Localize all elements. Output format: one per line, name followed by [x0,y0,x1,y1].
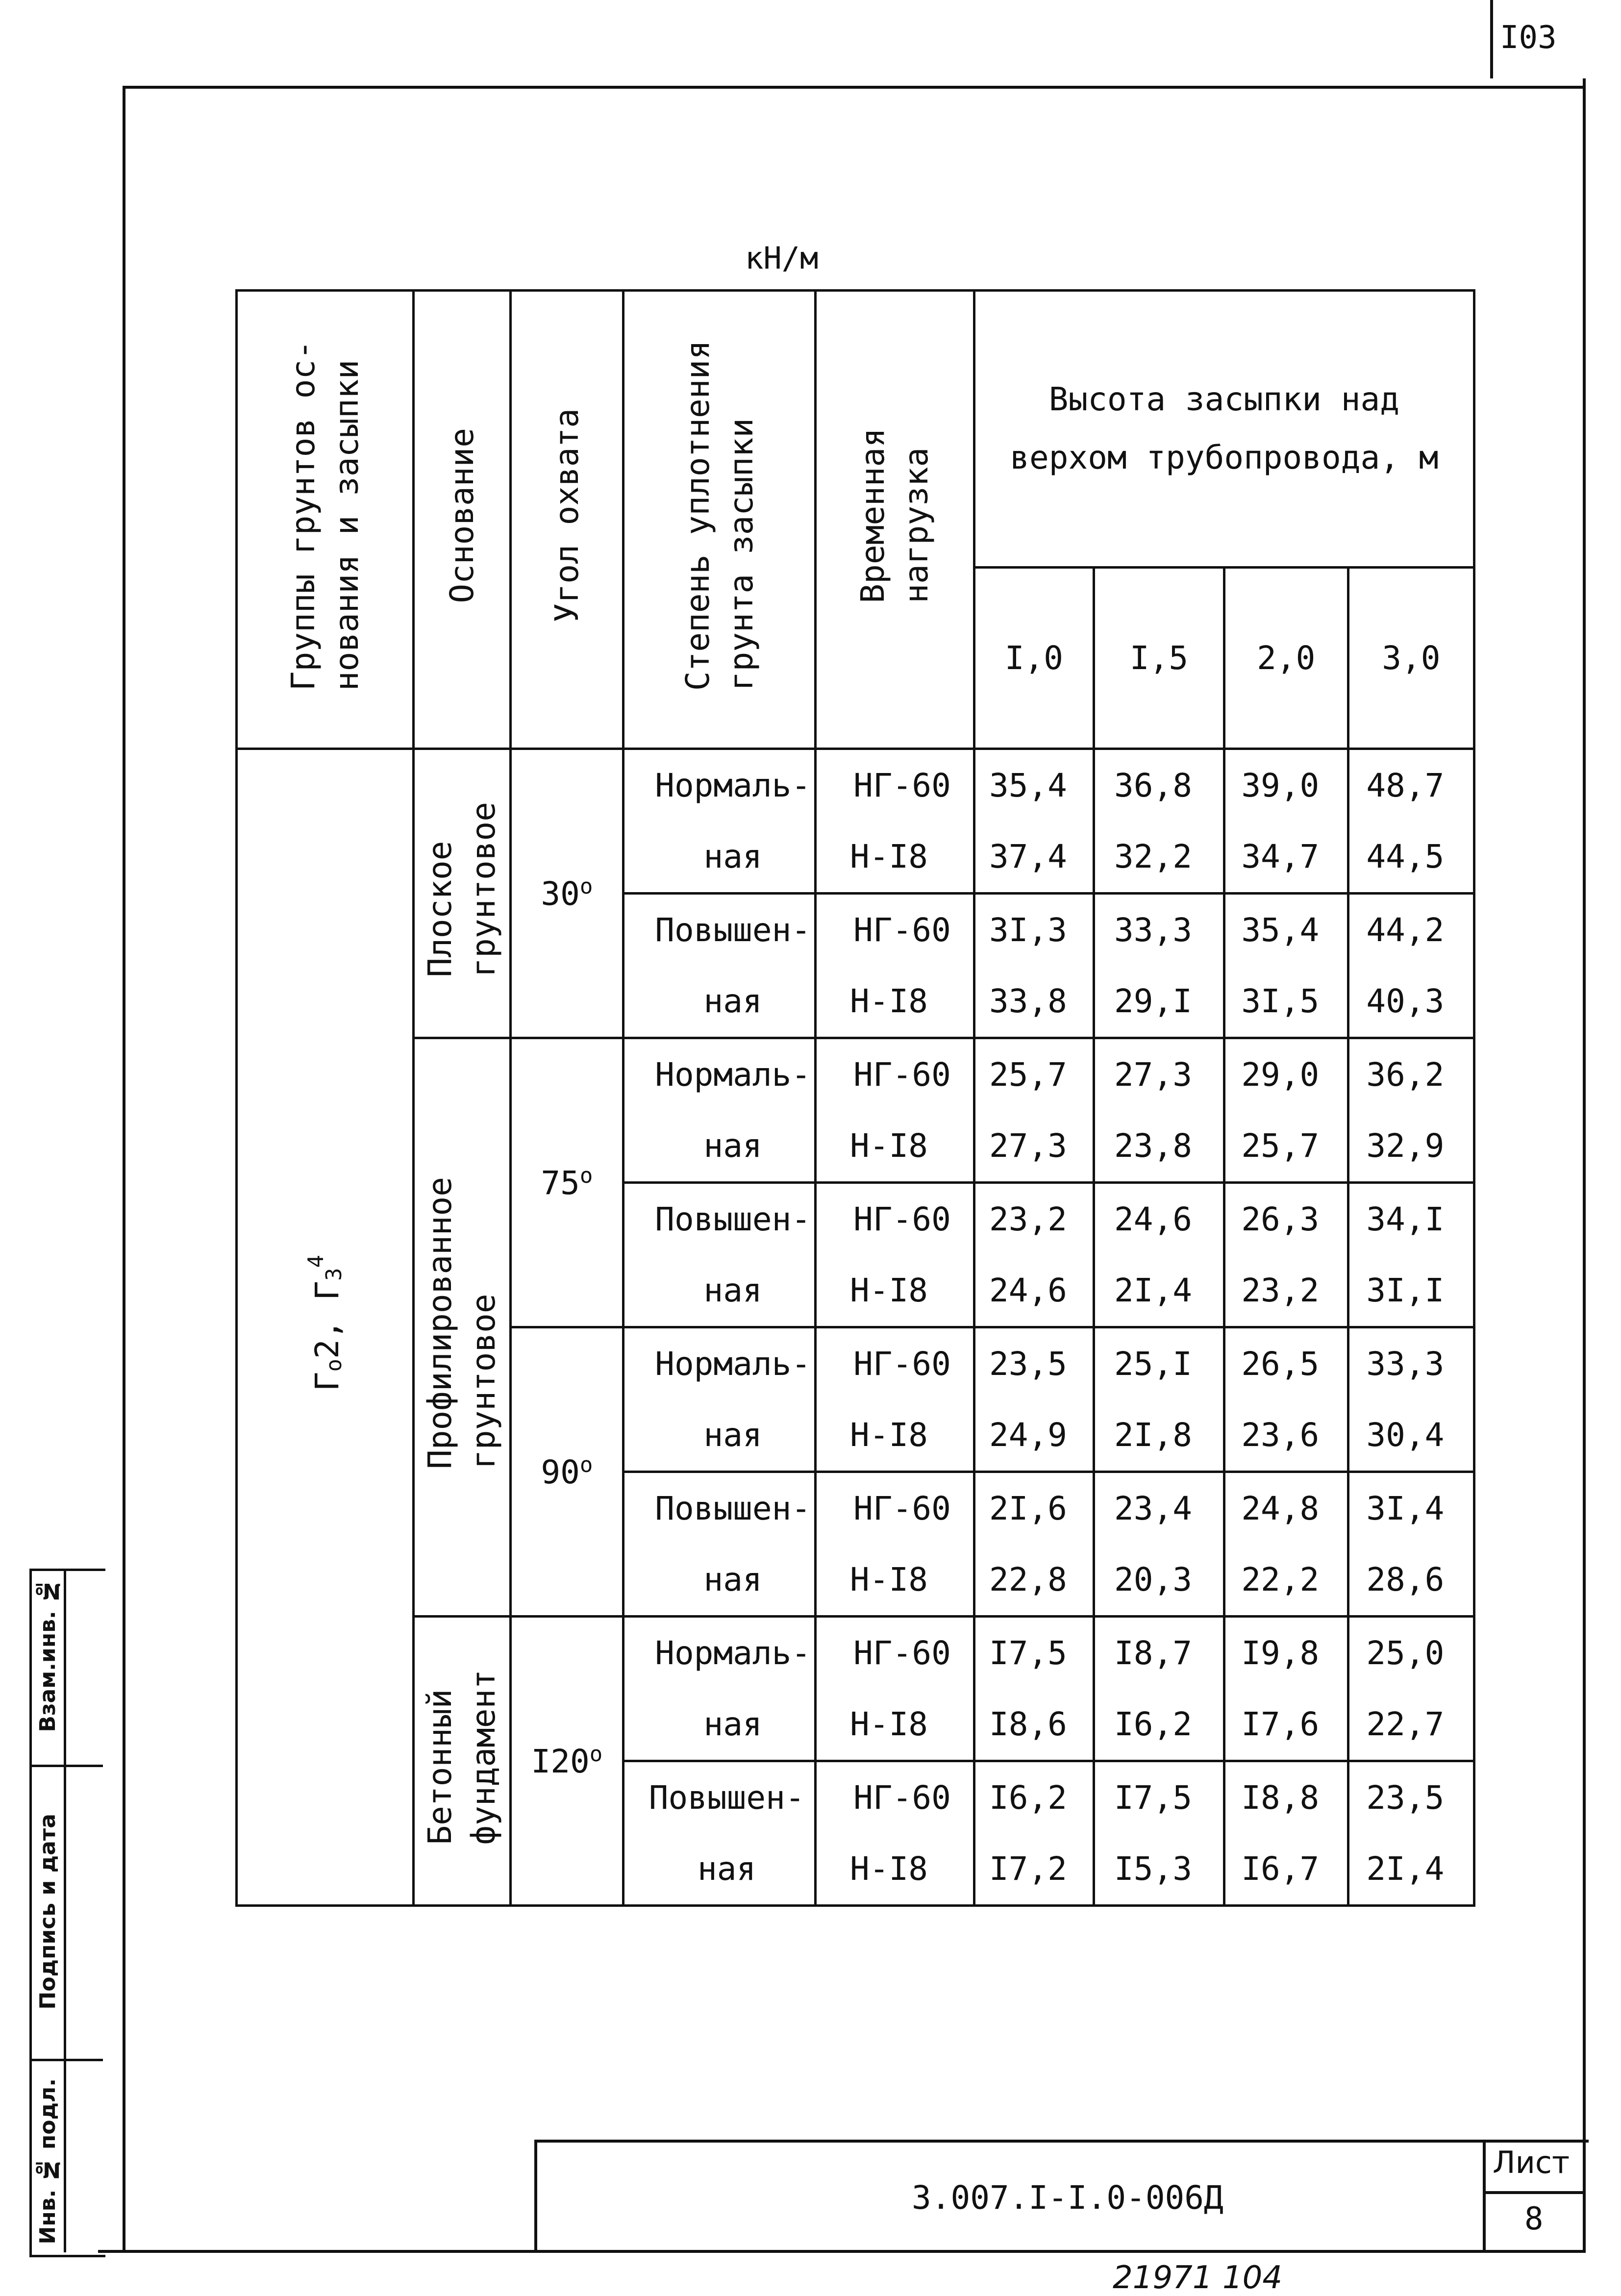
stamp-divider [29,2059,103,2061]
compaction-label: Нормаль- [623,1038,816,1111]
cell-value: 35,4 [974,749,1094,822]
page-number-divider [1490,0,1493,78]
cell-value: 20,3 [1094,1544,1224,1617]
cell-value: 25,7 [1224,1110,1348,1183]
angle-120: $I20^о$ [510,1617,623,1906]
cell-value: I8,6 [974,1689,1094,1761]
soil-group-label: $Г_о2$, $Г_3^4$ [303,1255,347,1392]
load-label: Н-I8 [816,1689,974,1761]
base-profiled: Профилированное грунтовое [414,1038,510,1617]
header-base: Основание [414,291,510,749]
load-label: НГ-60 [816,749,974,822]
cell-value: 23,5 [1348,1761,1474,1834]
cell-value: 32,2 [1094,821,1224,894]
cell-value: 22,8 [974,1544,1094,1617]
frame-top-border [123,86,1586,89]
cell-value: 2I,8 [1094,1399,1224,1472]
load-label: НГ-60 [816,1327,974,1400]
cell-value: 2I,4 [1348,1833,1474,1906]
cell-value: 24,6 [974,1255,1094,1327]
sheet-label: Лист [1493,2145,1570,2180]
cell-value: 25,7 [974,1038,1094,1111]
compaction-label: Повышен- [623,1472,816,1545]
header-height-1: I,0 [974,568,1094,749]
cell-value: 29,I [1094,966,1224,1038]
load-table [235,289,1475,1907]
cell-value: 39,0 [1224,749,1348,822]
load-label: Н-I8 [816,966,974,1038]
cell-value: 24,6 [1094,1183,1224,1255]
cell-value: 23,8 [1094,1110,1224,1183]
cell-value: 23,2 [974,1183,1094,1255]
document-code: 3.007.I-I.0-006Д [912,2179,1223,2217]
compaction-label: ная [623,1399,816,1472]
header-temp-load: Временная нагрузка [816,291,974,749]
cell-value: 2I,4 [1094,1255,1224,1327]
stamp-divider [29,1765,103,1767]
load-label: Н-I8 [816,1399,974,1472]
compaction-label: ная [623,966,816,1038]
cell-value: 33,3 [1348,1327,1474,1400]
cell-value: 37,4 [974,821,1094,894]
angle-90: $90^о$ [510,1327,623,1617]
load-label: НГ-60 [816,1183,974,1255]
compaction-label: ная [623,1833,816,1906]
header-height-4: 3,0 [1348,568,1474,749]
angle-30: $30^о$ [510,749,623,1038]
stamp-podpis: Подпись и дата [35,1814,60,2010]
load-label: НГ-60 [816,1617,974,1689]
frame-left-border [123,86,125,2252]
cell-value: I7,2 [974,1833,1094,1906]
cell-value: 22,2 [1224,1544,1348,1617]
cell-value: 3I,4 [1348,1472,1474,1545]
cell-value: 3I,3 [974,894,1094,966]
frame-right-border [1583,78,1586,2252]
base-flat: Плоское грунтовое [414,749,510,1038]
unit-label: кН/м [745,240,819,276]
load-label: НГ-60 [816,894,974,966]
header-compaction: Степень уплотнения грунта засыпки [623,291,816,749]
compaction-label: ная [623,1544,816,1617]
cell-value: 27,3 [1094,1038,1224,1111]
inventory-note: 21971 104 [1113,2260,1283,2296]
compaction-label: ная [623,821,816,894]
compaction-label: Повышен- [623,1183,816,1255]
compaction-label: Нормаль- [623,749,816,822]
cell-value: 24,8 [1224,1472,1348,1545]
cell-value: 2I,6 [974,1472,1094,1545]
cell-value: 33,8 [974,966,1094,1038]
compaction-label: ная [623,1110,816,1183]
cell-value: 36,2 [1348,1038,1474,1111]
cell-value: 3I,I [1348,1255,1474,1327]
compaction-label: ная [623,1689,816,1761]
header-height-2: I,5 [1094,568,1224,749]
base-concrete: Бетонный фундамент [414,1617,510,1906]
stamp-inv-podl: Инв. № подл. [35,2078,60,2245]
cell-value: I6,2 [1094,1689,1224,1761]
cell-value: 23,5 [974,1327,1094,1400]
cell-value: 34,7 [1224,821,1348,894]
cell-value: I7,6 [1224,1689,1348,1761]
cell-value: 32,9 [1348,1110,1474,1183]
cell-value: 24,9 [974,1399,1094,1472]
cell-value: I6,2 [974,1761,1094,1834]
cell-value: I8,8 [1224,1761,1348,1834]
load-label: НГ-60 [816,1472,974,1545]
load-label: НГ-60 [816,1761,974,1834]
cell-value: 25,I [1094,1327,1224,1400]
cell-value: 36,8 [1094,749,1224,822]
stamp-vertical-line [64,1569,66,2252]
load-label: Н-I8 [816,821,974,894]
cell-value: 26,3 [1224,1183,1348,1255]
title-block-divider [1483,2191,1586,2194]
cell-value: 26,5 [1224,1327,1348,1400]
cell-value: I7,5 [1094,1761,1224,1834]
header-angle: Угол охвата [510,291,623,749]
title-block-divider [1483,2140,1486,2250]
compaction-label: Нормаль- [623,1327,816,1400]
compaction-label: Повышен- [623,1761,816,1834]
header-height-title: Высота засыпки над верхом трубопровода, м [974,291,1474,568]
cell-value: 35,4 [1224,894,1348,966]
cell-value: 22,7 [1348,1689,1474,1761]
cell-value: 23,2 [1224,1255,1348,1327]
cell-value: 23,4 [1094,1472,1224,1545]
load-label: Н-I8 [816,1110,974,1183]
cell-value: I6,7 [1224,1833,1348,1906]
cell-value: 27,3 [974,1110,1094,1183]
cell-value: 30,4 [1348,1399,1474,1472]
cell-value: I9,8 [1224,1617,1348,1689]
cell-value: 48,7 [1348,749,1474,822]
angle-75: $75^о$ [510,1038,623,1327]
compaction-label: ная [623,1255,816,1327]
page-number: I03 [1500,20,1557,56]
cell-value: 44,5 [1348,821,1474,894]
soil-group-cell [237,749,414,1906]
load-label: Н-I8 [816,1833,974,1906]
cell-value: 33,3 [1094,894,1224,966]
load-label: НГ-60 [816,1038,974,1111]
header-soil-groups: Группы грунтов ос- нования и засыпки [237,291,414,749]
cell-value: 28,6 [1348,1544,1474,1617]
cell-value: I8,7 [1094,1617,1224,1689]
load-label: Н-I8 [816,1255,974,1327]
sheet-number: 8 [1524,2201,1544,2237]
cell-value: 34,I [1348,1183,1474,1255]
header-height-3: 2,0 [1224,568,1348,749]
cell-value: 25,0 [1348,1617,1474,1689]
compaction-label: Повышен- [623,894,816,966]
cell-value: 23,6 [1224,1399,1348,1472]
cell-value: 29,0 [1224,1038,1348,1111]
cell-value: 3I,5 [1224,966,1348,1038]
cell-value: 44,2 [1348,894,1474,966]
compaction-label: Нормаль- [623,1617,816,1689]
cell-value: 40,3 [1348,966,1474,1038]
load-label: Н-I8 [816,1544,974,1617]
cell-value: I7,5 [974,1617,1094,1689]
cell-value: I5,3 [1094,1833,1224,1906]
stamp-vzam: Взам.инв. № [35,1578,60,1732]
